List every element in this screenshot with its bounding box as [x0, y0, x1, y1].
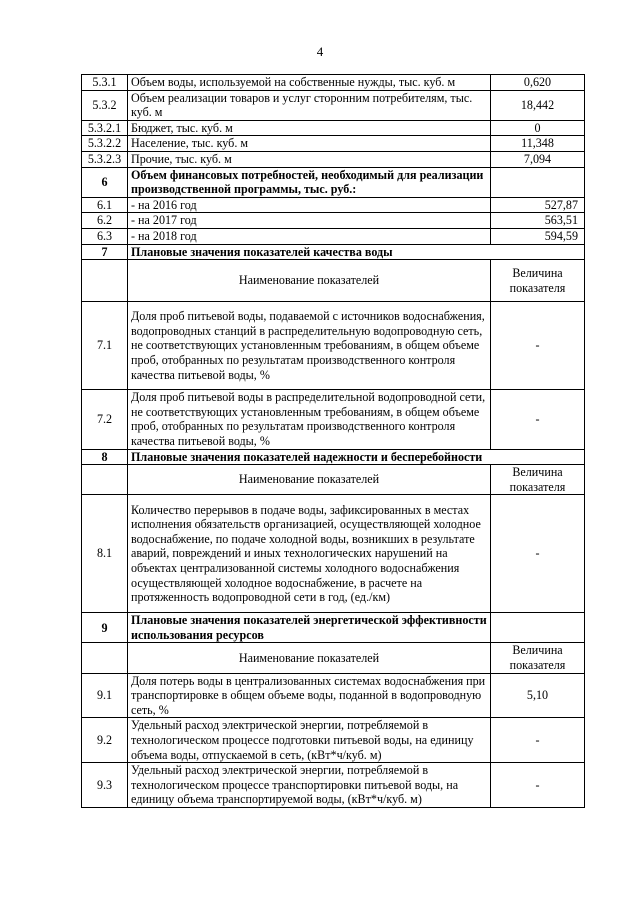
row-number: 5.3.2	[82, 90, 128, 120]
row-number: 8.1	[82, 495, 128, 613]
row-number: 7.2	[82, 390, 128, 449]
table-row	[82, 213, 585, 229]
row-number: 9.2	[82, 718, 128, 763]
section-title: Плановые значения показателей надежности и бесперебойности	[128, 449, 585, 465]
row-value: 527,87	[491, 197, 585, 213]
row-text: Доля проб питьевой воды, подаваемой с источников водоснабжения, водопроводных станций в распределительную водопроводную сеть, не соответствующих установленным требованиям, в общем объеме проб, отобранных по результатам производственного контроля качества питьевой воды, %	[128, 302, 491, 390]
row-value: 0,620	[491, 75, 585, 91]
row-number: 6.3	[82, 228, 128, 244]
section-number: 9	[82, 613, 128, 643]
section-row	[82, 167, 585, 197]
table-row	[82, 75, 585, 91]
section-row	[82, 244, 585, 260]
row-number: 5.3.2.3	[82, 151, 128, 167]
empty-cell	[82, 465, 128, 495]
section-number: 8	[82, 449, 128, 465]
header-name: Наименование показателей	[128, 465, 491, 495]
header-value: Величина показателя	[491, 643, 585, 673]
table-row	[82, 228, 585, 244]
table-row	[82, 197, 585, 213]
row-value: -	[491, 763, 585, 808]
table-row	[82, 763, 585, 808]
section-title: Плановые значения показателей энергетической эффективности использования ресурсов	[128, 613, 491, 643]
section-row	[82, 613, 585, 643]
row-number: 7.1	[82, 302, 128, 390]
row-value: 5,10	[491, 673, 585, 718]
row-number: 6.1	[82, 197, 128, 213]
section-row	[82, 449, 585, 465]
table-row	[82, 136, 585, 152]
table-row	[82, 120, 585, 136]
row-text: - на 2017 год	[128, 213, 491, 229]
row-value: 563,51	[491, 213, 585, 229]
header-name: Наименование показателей	[128, 260, 491, 302]
table-row	[82, 718, 585, 763]
page-number: 4	[316, 44, 324, 59]
row-text: Количество перерывов в подаче воды, зафиксированных в местах исполнения обязательств организацией, осуществляющей холодное водоснабжение, по подаче холодной воды, возникших в результате аварий, повреждений и иных технологических нарушений на объектах централизованной системы холодного водоснабжения осуществляющей холодное водоснабжение, в расчете на протяженность водопроводной сети в год, (ед./км)	[128, 495, 491, 613]
section-title: Плановые значения показателей качества воды	[128, 244, 585, 260]
table-row	[82, 90, 585, 120]
row-text: Население, тыс. куб. м	[128, 136, 491, 152]
section-title: Объем финансовых потребностей, необходимый для реализации производственной программы, тыс. руб.:	[128, 167, 491, 197]
header-value: Величина показателя	[491, 465, 585, 495]
row-text: Объем воды, используемой на собственные нужды, тыс. куб. м	[128, 75, 491, 91]
table-row	[82, 302, 585, 390]
row-value: -	[491, 302, 585, 390]
row-text: Удельный расход электрической энергии, потребляемой в технологическом процессе подготовки питьевой воды, на единицу объема воды, отпускаемой в сеть, (кВт*ч/куб. м)	[128, 718, 491, 763]
empty-cell	[82, 643, 128, 673]
empty-cell	[491, 167, 585, 197]
section-number: 7	[82, 244, 128, 260]
section-number: 6	[82, 167, 128, 197]
indicators-table	[81, 74, 585, 808]
row-number: 9.1	[82, 673, 128, 718]
empty-cell	[82, 260, 128, 302]
empty-cell	[491, 613, 585, 643]
row-value: -	[491, 390, 585, 449]
header-name: Наименование показателей	[128, 643, 491, 673]
column-header-row	[82, 643, 585, 673]
row-value: 594,59	[491, 228, 585, 244]
row-text: Удельный расход электрической энергии, потребляемой в технологическом процессе транспортировки питьевой воды, на единицу объема транспортируемой воды, (кВт*ч/куб. м)	[128, 763, 491, 808]
row-value: 11,348	[491, 136, 585, 152]
row-text: Доля потерь воды в централизованных системах водоснабжения при транспортировке в общем объеме воды, поданной в водопроводную сеть, %	[128, 673, 491, 718]
row-text: - на 2016 год	[128, 197, 491, 213]
row-text: Бюджет, тыс. куб. м	[128, 120, 491, 136]
row-text: Прочие, тыс. куб. м	[128, 151, 491, 167]
table-row	[82, 673, 585, 718]
row-number: 5.3.2.2	[82, 136, 128, 152]
row-number: 5.3.1	[82, 75, 128, 91]
row-value: 18,442	[491, 90, 585, 120]
header-value: Величина показателя	[491, 260, 585, 302]
table-row	[82, 390, 585, 449]
row-value: 7,094	[491, 151, 585, 167]
column-header-row	[82, 260, 585, 302]
row-text: Объем реализации товаров и услуг сторонним потребителям, тыс. куб. м	[128, 90, 491, 120]
row-text: Доля проб питьевой воды в распределительной водопроводной сети, не соответствующих установленным требованиям, в общем объеме проб, отобранных по результатам производственного контроля качества питьевой воды, %	[128, 390, 491, 449]
row-value: -	[491, 718, 585, 763]
row-number: 5.3.2.1	[82, 120, 128, 136]
row-number: 9.3	[82, 763, 128, 808]
table-row	[82, 151, 585, 167]
table-row	[82, 495, 585, 613]
row-value: 0	[491, 120, 585, 136]
row-number: 6.2	[82, 213, 128, 229]
column-header-row	[82, 465, 585, 495]
row-value: -	[491, 495, 585, 613]
row-text: - на 2018 год	[128, 228, 491, 244]
